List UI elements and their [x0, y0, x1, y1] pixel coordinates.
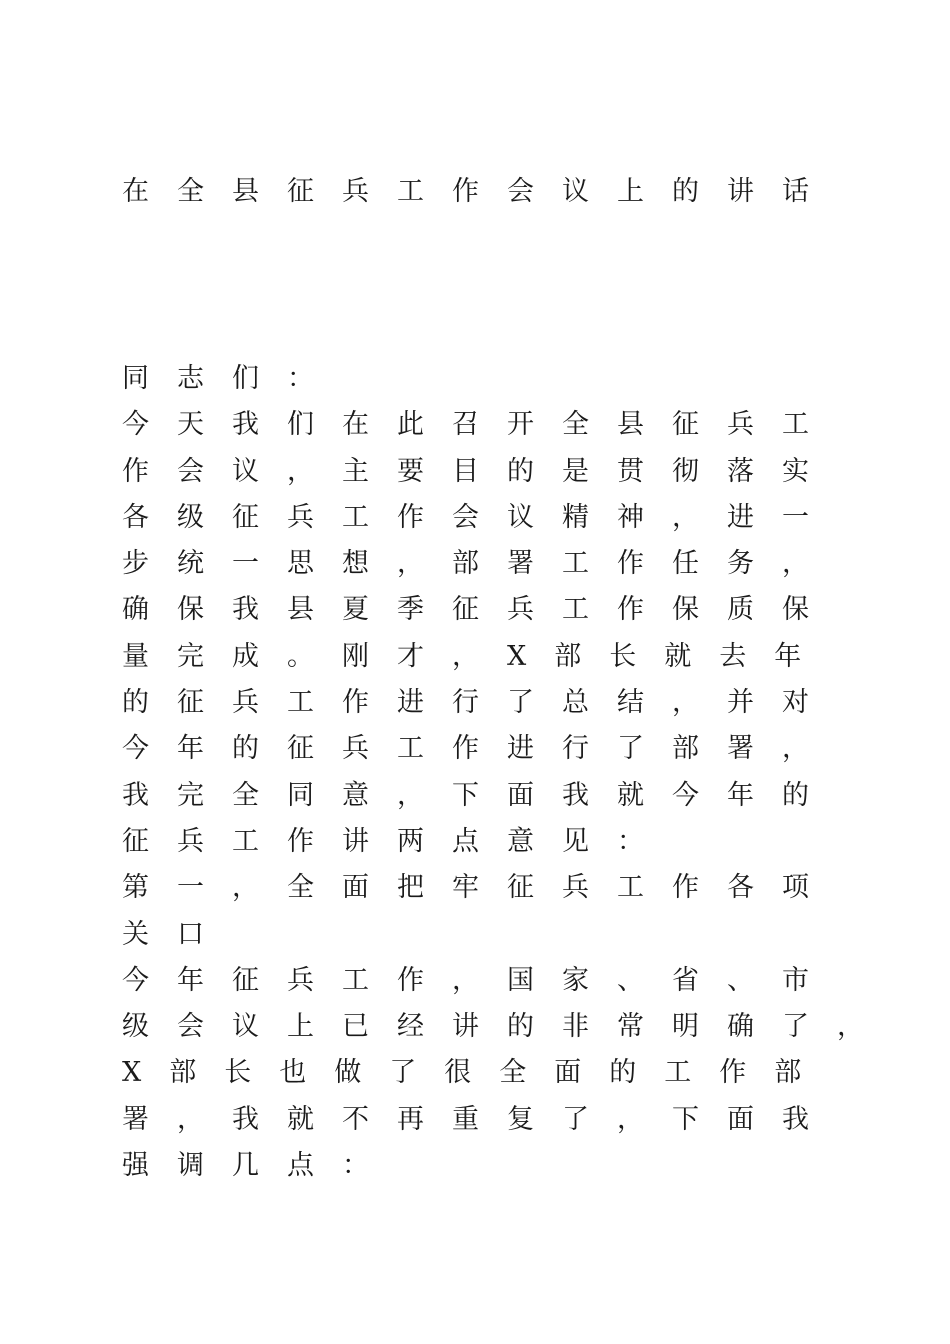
text-line: 征兵工作讲两点意见： — [122, 825, 672, 857]
text-line: 作会议，主要目的是贯彻落实 — [122, 455, 837, 487]
document-title: 在全县征兵工作会议上的讲话 — [122, 176, 837, 207]
text-line: 今年的征兵工作进行了部署， — [122, 733, 837, 765]
section-heading-continued: 关口 — [122, 918, 232, 950]
text-line: 确保我县夏季征兵工作保质保 — [122, 594, 837, 626]
text-line: 步统一思想，部署工作任务， — [122, 548, 837, 580]
text-line: 的征兵工作进行了总结，并对 — [122, 687, 837, 719]
text-line: 同志们： — [122, 363, 342, 394]
text-line: 今天我们在此召开全县征兵工 — [122, 409, 837, 441]
text-line: 署，我就不再重复了，下面我 — [122, 1103, 837, 1135]
text-line: 我完全同意，下面我就今年的 — [122, 779, 837, 811]
text-line: 各级征兵工作会议精神，进一 — [122, 501, 837, 533]
section-heading: 第一，全面把牢征兵工作各项 — [122, 872, 837, 904]
text-line: 级会议上已经讲的非常明确了， — [122, 1011, 892, 1043]
text-line: 今年征兵工作，国家、省、市 — [122, 964, 837, 996]
text-line: 强调几点： — [122, 1150, 397, 1182]
text-line: 量完成。刚才，X部长就去年 — [122, 640, 830, 672]
text-line: X部长也做了很全面的工作部 — [122, 1057, 830, 1089]
document-body — [122, 356, 892, 1189]
